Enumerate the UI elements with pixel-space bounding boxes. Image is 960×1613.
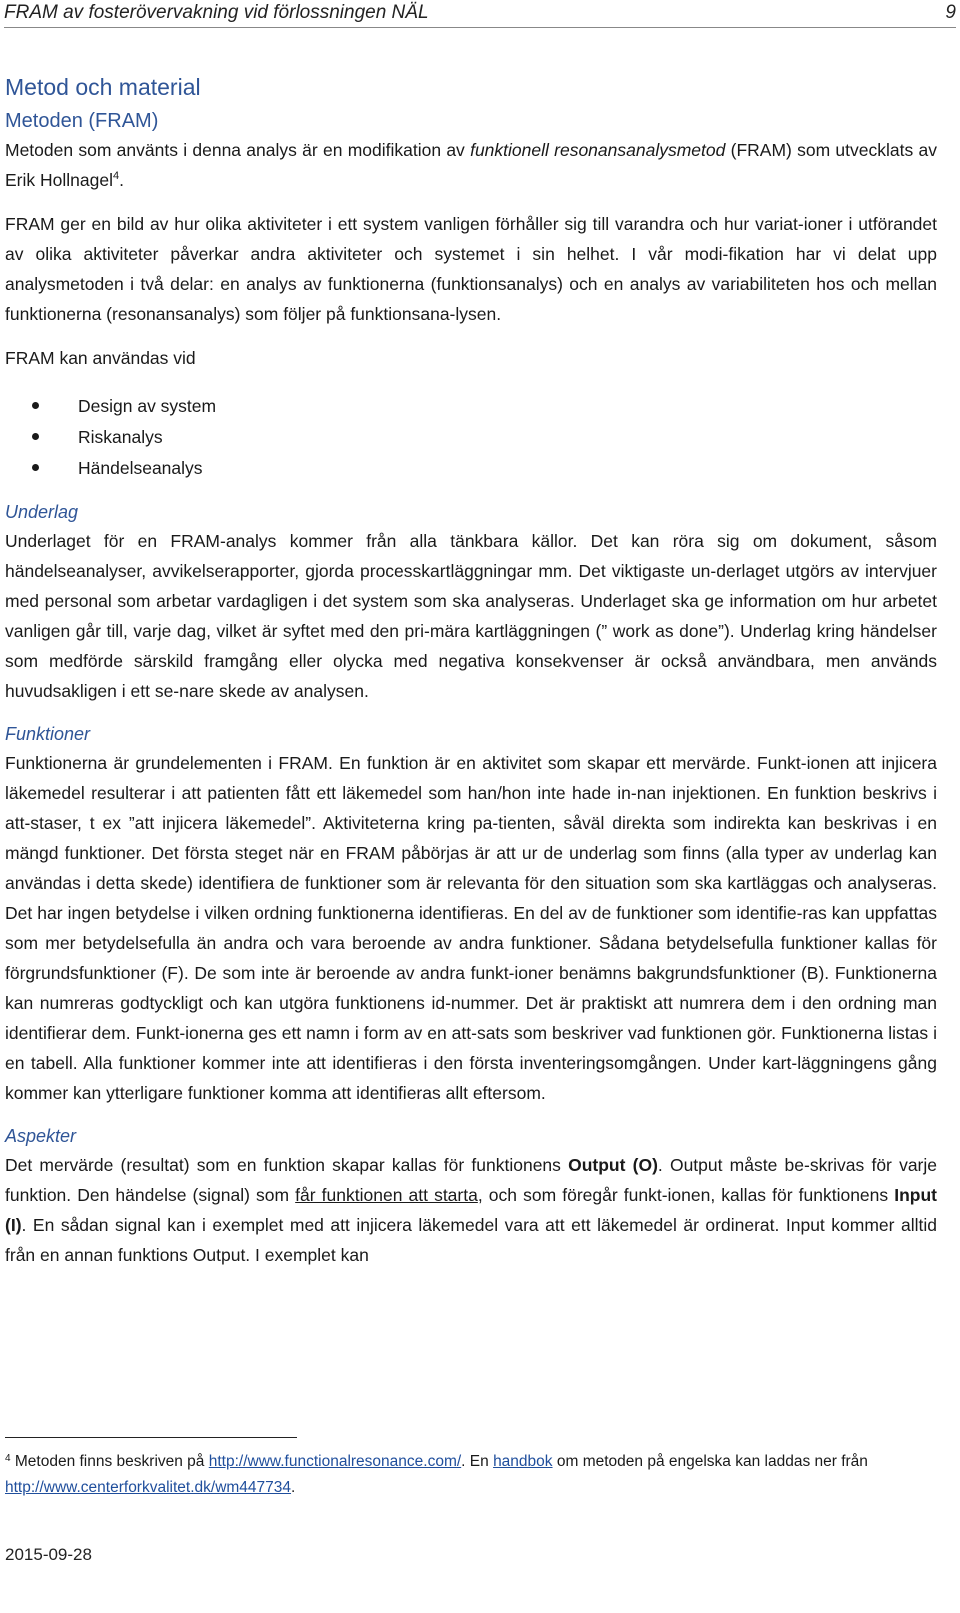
spacer (5, 329, 937, 343)
heading-metod-och-material: Metod och material (5, 74, 201, 100)
footnote-number: 4 (5, 1453, 11, 1464)
page-header (4, 0, 956, 28)
footer-date: 2015-09-28 (5, 1545, 92, 1564)
list-item (5, 391, 937, 422)
paragraph-fram-overview: FRAM ger en bild av hur olika aktiviteter i ett system vanligen förhåller sig till varandra och hur variat-ioner i utförandet av olika aktiviteter påverkar andra aktiviteter och systemet i sin helhet. I vår modi-fikation har vi delat upp analysmetoden i två delar: en analys av funktionerna (funktionsanalys) och en analys av variabiliteten hos och mellan funktionerna (resonansanalys) som följer på funktionsana-lysen. (5, 214, 937, 324)
paragraph-fram-usage: FRAM kan användas vid (5, 348, 196, 368)
spacer (5, 1108, 937, 1122)
heading-underlag: Underlag (5, 502, 79, 522)
paragraph-funktioner: Funktionerna är grundelementen i FRAM. En funktion är en aktivitet som skapar ett mervärde. Funkt-ionen att injicera läkemedel resulterar i att patienten fått ett läkemedel som han/hon inte hade in-nan injektionen. En funktion beskrivs i att-staser, t ex ”att injicera läkemedel”. Aktiviteterna kring pa-tienten, såväl direkta som indirekta kan beskrivas i en mängd funktioner. Det första steget när en FRAM påbörjas är att ur de underlag som finns (alla typer av underlag kan användas i detta skede) identifiera de funktioner som är relevanta för den situation som ska kartläggas och analyseras. Det har ingen betydelse i vilken ordning funktionerna identifieras. En del av de funktioner som identifie-ras kan uppfattas som mer betydelsefulla än andra och vara beroende av andra funktioner. Sådana betydelsefulla funktioner kallas för förgrundsfunktioner (F). De som inte är beroende av andra funkt-ioner benämns bakgrundsfunktioner (B). Funktionerna kan numreras godtyckligt och kan utgöra funktionens id-nummer. Det är praktiskt att numrera dem i den ordning man identifierar dem. Funkt-ionerna ges ett namn i form av en att-sats som beskriver vad funktionen gör. Funktionerna listas i en tabell. Alla funktioner kommer inte att identifieras i den första inventeringsomgången. Under kart-läggningens gång kommer kan ytterligare funktioner komma att identifieras allt eftersom. (5, 753, 937, 1103)
list-item-text: Händelseanalys (78, 458, 203, 478)
asp-text-3: . Output måste be-skrivas för varje funktion. Den händelse (signal) som (5, 1155, 937, 1205)
list-item (5, 422, 937, 453)
asp-text-7: . En sådan signal kan i exemplet med att injicera läkemedel vara att ett läkemedel är ordinerat. Input kommer alltid från en annan funktions Output. I exemplet kan (5, 1215, 937, 1265)
p1-text-b: (FRAM) som utvecklats av Erik Hollnagel (5, 140, 937, 190)
centerforkvalitet-link[interactable]: http://www.centerforkvalitet.dk/wm447734 (5, 1479, 292, 1496)
bullet-icon (32, 402, 39, 409)
heading-aspekter: Aspekter (5, 1126, 77, 1146)
footnote-text-3: om metoden på engelska kan laddas ner från (552, 1453, 868, 1470)
heading-funktioner: Funktioner (5, 724, 91, 744)
spacer (5, 484, 937, 498)
bullet-icon (32, 433, 39, 440)
p1-emphasis: funktionell resonansanalysmetod (470, 140, 726, 160)
handbok-link[interactable]: handbok (493, 1453, 553, 1470)
footnote-text-1: Metoden finns beskriven på (10, 1453, 209, 1470)
list-item-text: Riskanalys (78, 427, 163, 447)
spacer (5, 195, 937, 209)
term-output: Output (O) (568, 1155, 658, 1175)
footnote-text-4: . (291, 1479, 296, 1496)
paragraph-aspekter (5, 1150, 937, 1270)
underlined-phrase: får funktionen att starta (295, 1185, 478, 1205)
footnote-ref-4[interactable]: 4 (112, 170, 120, 182)
asp-text-1: Det mervärde (resultat) som en funktion skapar kallas för funktionens (5, 1155, 569, 1175)
paragraph-underlag: Underlaget för en FRAM-analys kommer från alla tänkbara källor. Det kan röra sig om dokument, såsom händelseanalyser, avvikelserapporter, gjorda processkartläggningar mm. Det viktigaste un-derlaget utgörs av intervjuer med personal som arbetar vardagligen i det system som ska analyseras. Underlaget ska ge information om hur arbetet vanligen går till, varje dag, vilket är syftet med den pri-mära kartläggningen (” work as done”). Underlag kring händelser som medförde särskild framgång eller olycka med negativa konsekvenser är också användbara, men används huvudsakligen i ett se-nare skede av analysen. (5, 531, 937, 701)
asp-text-5: , och som föregår funkt-ionen, kallas för funktionens (477, 1185, 895, 1205)
usage-list (5, 391, 937, 484)
p1-text-a: Metoden som använts i denna analys är en modifikation av (5, 140, 471, 160)
footnote-text-2: . En (461, 1453, 494, 1470)
functionalresonance-link[interactable]: http://www.functionalresonance.com/ (208, 1453, 462, 1470)
term-input: Input (I) (5, 1185, 937, 1235)
page-content (5, 72, 937, 1270)
header-title: FRAM av fosterövervakning vid förlossningen NÄL (4, 2, 429, 23)
spacer (5, 706, 937, 720)
spacer (5, 373, 937, 391)
heading-metoden-fram: Metoden (FRAM) (5, 110, 159, 132)
p1-text-c: . (119, 170, 124, 190)
footnote (5, 1449, 935, 1501)
list-item (5, 453, 937, 484)
bullet-icon (32, 464, 39, 471)
list-item-text: Design av system (78, 396, 217, 416)
paragraph-intro (5, 135, 937, 195)
footnote-separator (5, 1437, 297, 1438)
page-number: 9 (945, 2, 956, 23)
